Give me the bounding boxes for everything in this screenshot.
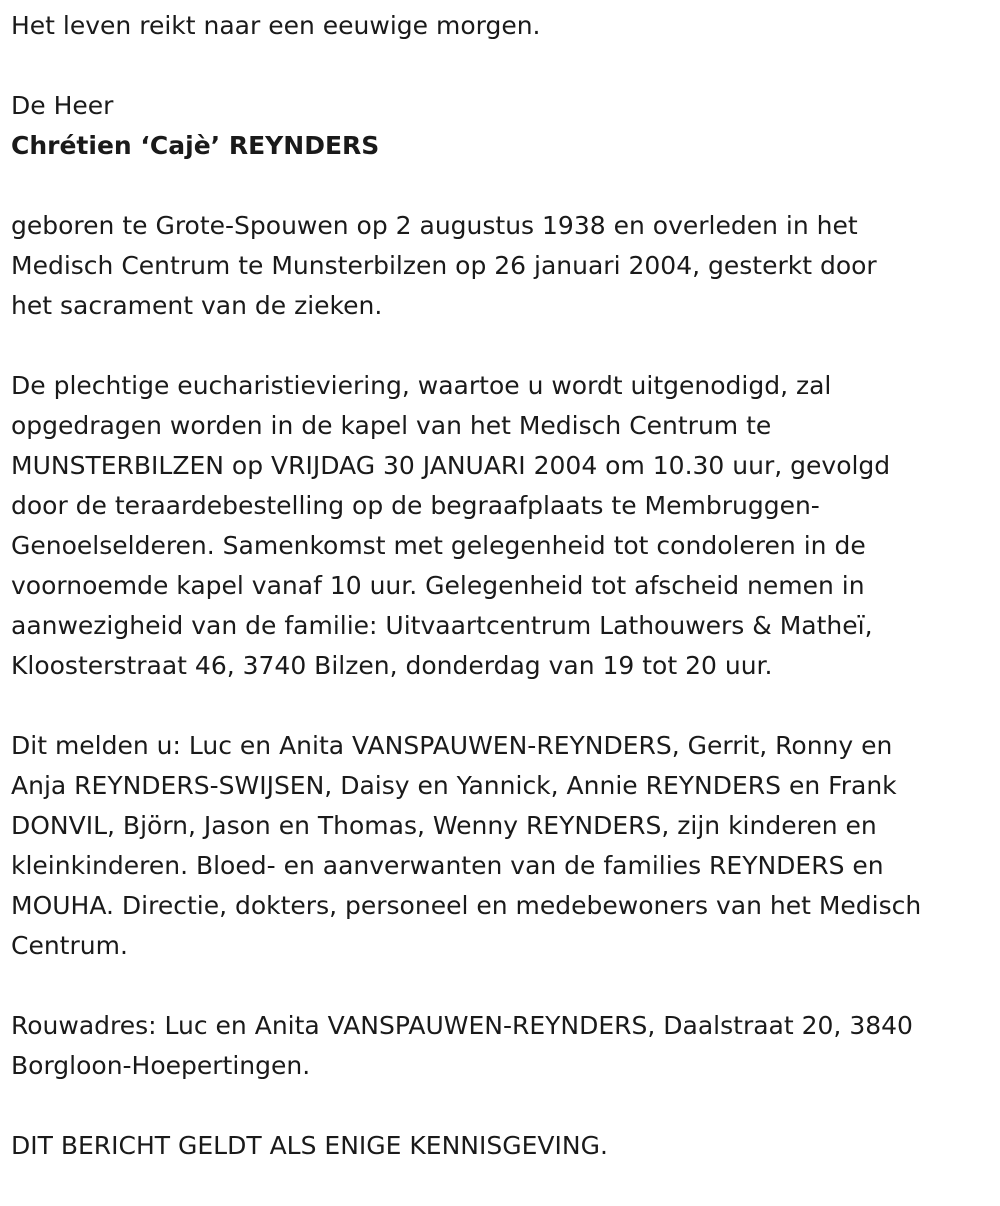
text-line: Borgloon-Hoepertingen.: [11, 1051, 311, 1080]
text-line: Rouwadres: Luc en Anita VANSPAUWEN-REYNDERS, Daalstraat 20, 3840: [11, 1011, 913, 1040]
text-line: voornoemde kapel vanaf 10 uur. Gelegenheid tot afscheid nemen in: [11, 571, 865, 600]
text-line: Genoelselderen. Samenkomst met gelegenheid tot condoleren in de: [11, 531, 866, 560]
text-line: aanwezigheid van de familie: Uitvaartcentrum Lathouwers & Matheï,: [11, 611, 873, 640]
mourning-address-paragraph: [11, 1006, 991, 1086]
deceased-name: Chrétien ‘Cajè’ REYNDERS: [11, 131, 380, 160]
deceased-header: [11, 86, 991, 166]
honorific-title: De Heer: [11, 91, 114, 120]
text-line: Anja REYNDERS-SWIJSEN, Daisy en Yannick, Annie REYNDERS en Frank: [11, 771, 897, 800]
text-line: door de teraardebestelling op de begraafplaats te Membruggen-: [11, 491, 820, 520]
notice-paragraph: [11, 1126, 991, 1166]
text-line: Dit melden u: Luc en Anita VANSPAUWEN-REYNDERS, Gerrit, Ronny en: [11, 731, 893, 760]
text-line: geboren te Grote-Spouwen op 2 augustus 1938 en overleden in het: [11, 211, 858, 240]
text-line: opgedragen worden in de kapel van het Medisch Centrum te: [11, 411, 772, 440]
family-paragraph: [11, 726, 991, 966]
obituary-document: [11, 6, 991, 1206]
motto-block: [11, 6, 991, 46]
text-line: Centrum.: [11, 931, 128, 960]
text-line: kleinkinderen. Bloed- en aanverwanten van de families REYNDERS en: [11, 851, 884, 880]
birth-death-paragraph: [11, 206, 991, 326]
text-line: Kloosterstraat 46, 3740 Bilzen, donderdag van 19 tot 20 uur.: [11, 651, 773, 680]
text-line: MUNSTERBILZEN op VRIJDAG 30 JANUARI 2004 om 10.30 uur, gevolgd: [11, 451, 891, 480]
text-line: De plechtige eucharistieviering, waartoe u wordt uitgenodigd, zal: [11, 371, 832, 400]
motto: Het leven reikt naar een eeuwige morgen.: [11, 11, 541, 40]
text-line: Medisch Centrum te Munsterbilzen op 26 januari 2004, gesterkt door: [11, 251, 877, 280]
text-line: DIT BERICHT GELDT ALS ENIGE KENNISGEVING.: [11, 1131, 608, 1160]
text-line: MOUHA. Directie, dokters, personeel en medebewoners van het Medisch: [11, 891, 922, 920]
text-line: DONVIL, Björn, Jason en Thomas, Wenny REYNDERS, zijn kinderen en: [11, 811, 877, 840]
text-line: het sacrament van de zieken.: [11, 291, 383, 320]
ceremony-paragraph: [11, 366, 991, 686]
